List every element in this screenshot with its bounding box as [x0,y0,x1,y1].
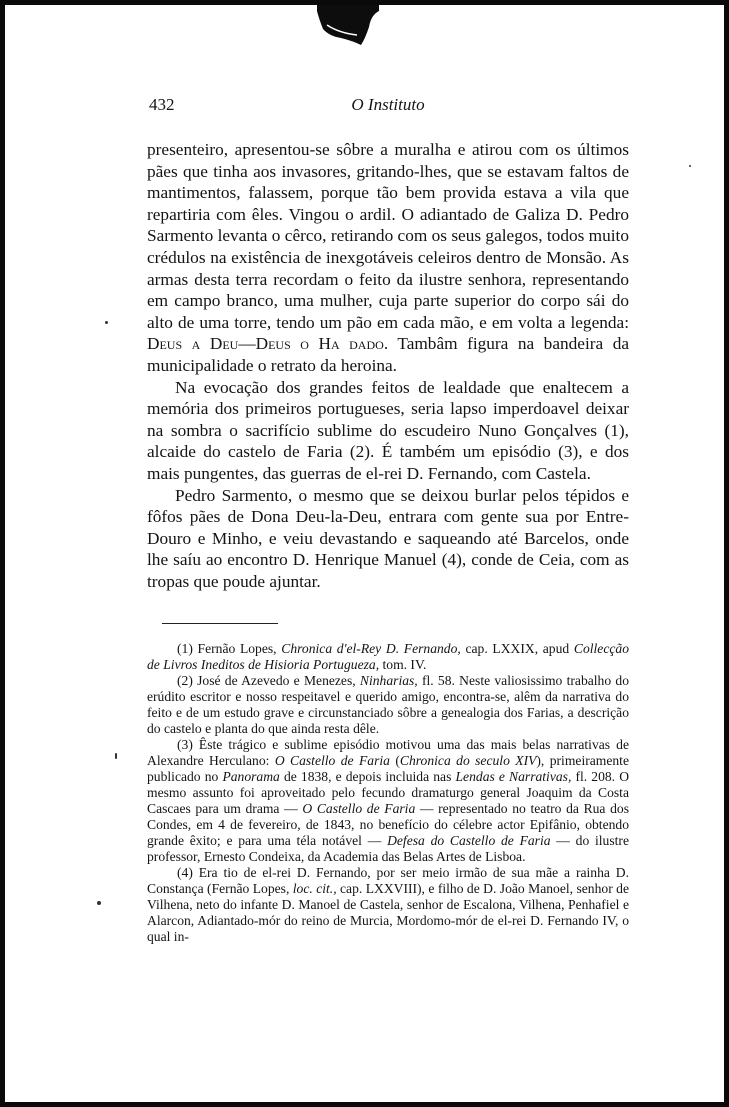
paragraph-2: Na evocação dos grandes feitos de lealdade que enaltecem a memória dos primeiros portugueses, seria lapso imperdoavel deixar na sombra o sacrifício sublime do escudeiro Nuno Gonçalves (1), alcaide do castelo de Faria (2). É também um episódio (3), e dos mais pungentes, das guerras de el-rei D. Fernando, com Castela. [147,377,629,483]
page-number: 432 [149,95,175,114]
footnote-2: (2) José de Azevedo e Menezes, Ninharias, fl. 58. Neste valiosissimo trabalho do erúdito escritor e nosso respeitavel e querido amigo, encontra-se, alêm da narrativa do feito e de um estudo grave e circunstanciado sôbre a genealogia dos Farias, a descrição do castelo e planta do que ainda resta dêle. [147,673,629,737]
page-content [147,95,629,945]
running-header [147,95,629,119]
scan-speck [115,753,117,759]
footnote-separator [162,623,278,624]
footnote-4: (4) Era tio de el-rei D. Fernando, por ser meio irmão de sua mãe a rainha D. Constança (Fernão Lopes, loc. cit., cap. LXXVIII), e filho de D. João Manoel, senhor de Vilhena, neto do infante D. Manoel de Castela, senhor de Escalona, Vilhena, Penhafiel e Alarcon, Adiantado-mór do reino de Murcia, Mordomo-mór de el-rei D. Fernando IV, o qual in- [147,865,629,945]
legend-part-2: Deus o Ha dado [255,334,384,354]
paragraph-3: Pedro Sarmento, o mesmo que se deixou burlar pelos tépidos e fôfos pães de Dona Deu-la-Deu, entrara com gente sua por Entre-Douro e Minho, e veiu devastando e saqueando até Barcelos, onde lhe saíu ao encontro D. Henrique Manuel (4), conde de Ceia, com as tropas que poude ajuntar. [147,485,629,591]
running-title: O Instituto [351,95,425,114]
scan-speck [689,165,691,167]
legend-part-1: Deus a Deu [147,334,239,354]
scan-speck [105,321,108,324]
footnotes [147,641,629,945]
page-tear-mark [317,5,379,49]
footnote-1: (1) Fernão Lopes, Chronica d'el-Rey D. Fernando, cap. LXXIX, apud Collecção de Livros Ineditos de Hisioria Portugueza, tom. IV. [147,641,630,673]
paragraph-1: presenteiro, apresentou-se sôbre a muralha e atirou com os últimos pães que tinha aos invasores, gritando-lhes, que se estavam faltos de mantimentos, falassem, porque tão bem provida estava a vila que repartiria com êles. Vingou o ardil. O adiantado de Galiza D. Pedro Sarmento levanta o cêrco, retirando com os seus galegos, todos muito crédulos na existência de inexgotáveis celeiros dentro de Monsão. As armas desta terra recordam o feito da ilustre senhora, representando em campo branco, uma mulher, cuja parte superior do corpo sái do alto de uma torre, tendo um pão em cada mão, e em volta a legenda: Deus a Deu—Deus o Ha dado. Tambâm figura na bandeira da municipalidade o retrato da heroina. [147,140,630,375]
footnote-3: (3) Êste trágico e sublime episódio motivou uma das mais belas narrativas de Alexandre Herculano: O Castello de Faria (Chronica do seculo XIV), primeiramente publicado no Panorama de 1838, e depois incluida nas Lendas e Narrativas, fl. 208. O mesmo assunto foi aproveitado pelo fecundo dramaturgo general Joaquim da Costa Cascaes para um drama — O Castello de Faria — representado no teatro da Rua dos Condes, em 4 de fevereiro, de 1843, no benefício do célebre actor Epifânio, obtendo grande êxito; e para uma téla notável — Defesa do Castello de Faria — do ilustre professor, Ernesto Condeixa, da Academia das Belas Artes de Lisboa. [147,737,630,865]
body-text [147,139,629,592]
scan-speck [97,901,101,905]
